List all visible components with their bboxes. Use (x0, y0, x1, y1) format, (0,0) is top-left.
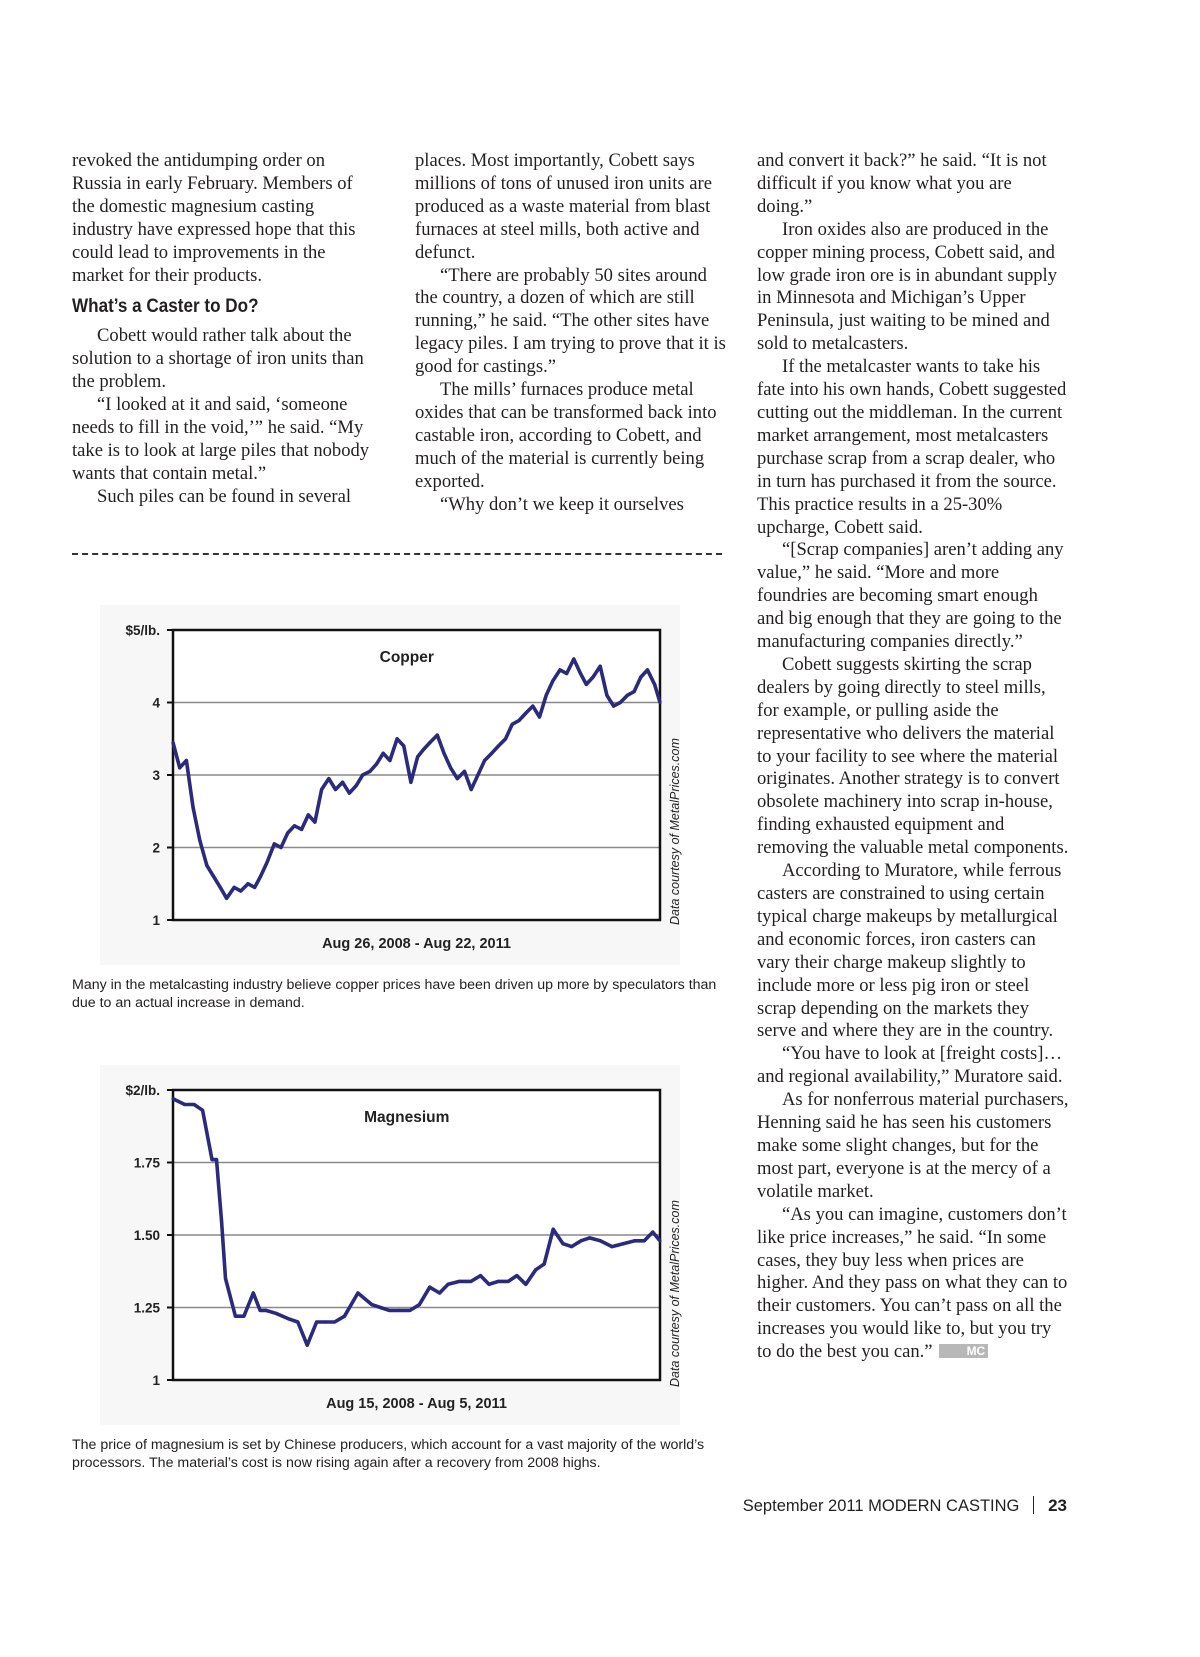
data-point (379, 1306, 382, 1309)
paragraph-final (757, 1204, 1069, 1364)
data-point (356, 1291, 359, 1294)
issue-date: September 2011 (742, 1497, 864, 1515)
end-mark-logo: MC (939, 1344, 989, 1358)
data-point (429, 741, 432, 744)
y-tick-label: 4 (152, 695, 160, 711)
data-point (490, 752, 493, 755)
data-point (171, 1097, 174, 1100)
data-point (224, 1277, 227, 1280)
data-point (588, 1236, 591, 1239)
data-point (517, 719, 520, 722)
data-point (375, 763, 378, 766)
data-point (507, 1280, 510, 1283)
data-point (599, 665, 602, 668)
paragraph: Cobett would rather talk about the solution to a shortage of iron units than the problem. (72, 325, 364, 393)
data-point (239, 889, 242, 892)
data-point (171, 741, 174, 744)
data-point (368, 770, 371, 773)
data-point (579, 672, 582, 675)
data-point (307, 813, 310, 816)
data-point (633, 1239, 636, 1242)
data-point (456, 777, 459, 780)
data-point (296, 1320, 299, 1323)
data-point (470, 788, 473, 791)
data-point (511, 723, 514, 726)
data-point (416, 755, 419, 758)
data-point (579, 1239, 582, 1242)
data-point (524, 1283, 527, 1286)
y-tick-label: 1.75 (133, 1155, 160, 1171)
data-point (225, 897, 228, 900)
paragraph: As for nonferrous material purchasers, Henning said he has seen his customers make some slight changes, but for the most part, everyone is at the mercy of a volatile market. (757, 1089, 1069, 1202)
paragraph: “You have to look at [freight costs]…and regional availability,” Muratore said. (757, 1043, 1063, 1088)
data-point (545, 694, 548, 697)
data-point (543, 1262, 546, 1265)
data-point (205, 864, 208, 867)
data-point (315, 1320, 318, 1323)
data-point (646, 668, 649, 671)
paragraph: According to Muratore, while ferrous casters are constrained to using certain typical charge makeups by metallurgical and economic forces, iron casters can vary their charge makeup slightly to include more or less pig iron or steel scrap depending on the markets they serve and where they are in the country. (757, 860, 1062, 1042)
data-point (327, 777, 330, 780)
data-point (643, 1239, 646, 1242)
data-point (395, 737, 398, 740)
data-point (599, 1239, 602, 1242)
data-point (313, 821, 316, 824)
data-point (653, 683, 656, 686)
data-point (354, 784, 357, 787)
data-point (639, 676, 642, 679)
data-point (524, 712, 527, 715)
data-point (469, 1280, 472, 1283)
paragraph: “I looked at it and said, ‘someone needs to fill in the void,’” he said. “My take is to look at large piles that nobody wants that contain metal.” (72, 394, 370, 484)
magnesium-chart-svg (100, 1065, 680, 1425)
y-tick-label: 3 (152, 768, 160, 783)
y-tick-label: 1.25 (133, 1300, 160, 1316)
data-point (210, 1158, 213, 1161)
data-point (408, 1309, 411, 1312)
paragraph: If the metalcaster wants to take his fate into his own hands, Cobett suggested cutting out the middleman. In the current market arrangement, most metalcasters purchase scrap from a scrap dealer, who in turn has purchased it from the source. This practice results in a 25-30% upcharge, Cobett said. (757, 356, 1067, 538)
data-point (185, 759, 188, 762)
data-point (334, 788, 337, 791)
footer-separator (1033, 1496, 1035, 1514)
magazine-name: MODERN CASTING (868, 1497, 1020, 1515)
y-tick-label: $5/lb. (125, 623, 160, 638)
data-point (300, 828, 303, 831)
copper-price-chart (100, 605, 680, 965)
y-tick-label: $2/lb. (125, 1083, 160, 1098)
data-point (483, 759, 486, 762)
data-point (622, 1242, 625, 1245)
data-point (570, 1245, 573, 1248)
data-point (572, 657, 575, 660)
data-point (497, 744, 500, 747)
data-point (388, 1309, 391, 1312)
data-point (293, 824, 296, 827)
copper-chart-svg (100, 605, 680, 965)
data-point (585, 683, 588, 686)
data-point (212, 875, 215, 878)
data-point (561, 1242, 564, 1245)
data-point (438, 1291, 441, 1294)
data-point (333, 1320, 336, 1323)
data-point (610, 1245, 613, 1248)
data-point (259, 875, 262, 878)
data-point (436, 734, 439, 737)
data-point (463, 770, 466, 773)
data-point (651, 1231, 654, 1234)
data-point (531, 705, 534, 708)
data-point (286, 831, 289, 834)
data-point (428, 1286, 431, 1289)
data-point (258, 1309, 261, 1312)
data-point (273, 842, 276, 845)
data-point (487, 1283, 490, 1286)
paragraph: Iron oxides also are produced in the copper mining process, Cobett said, and low grade iron ore is in abundant supply in Minnesota and Michigan’s Upper Peninsula, just waiting to be mined and sold to metalcasters. (757, 218, 1058, 355)
paragraph: places. Most importantly, Cobett says millions of tons of unused iron units are produced as a waste material from blast furnaces at steel mills, both active and defunct. (415, 150, 712, 263)
y-tick-label: 2 (152, 840, 160, 856)
chart-title: Copper (379, 649, 434, 666)
data-point (361, 773, 364, 776)
data-point (343, 1315, 346, 1318)
data-point (558, 668, 561, 671)
data-point (219, 886, 222, 889)
data-point (398, 1309, 401, 1312)
data-point (279, 846, 282, 849)
paragraph: Such piles can be found in several (97, 485, 352, 507)
data-point (633, 690, 636, 693)
data-point (552, 1228, 555, 1231)
data-point (605, 694, 608, 697)
data-point (388, 759, 391, 762)
article-column-3 (757, 150, 1069, 1364)
data-point (449, 766, 452, 769)
data-point (538, 715, 541, 718)
data-point (215, 1158, 218, 1161)
data-point (233, 886, 236, 889)
data-point (242, 1315, 245, 1318)
data-point (220, 1219, 223, 1222)
paragraph: revoked the antidumping order on Russia in early February. Members of the domestic magnesium casting industry have expressed hope that this could lead to improvements in the market for their products. (72, 150, 356, 286)
section-divider (72, 553, 722, 555)
data-point (288, 1318, 291, 1321)
page-number: 23 (1048, 1496, 1067, 1515)
paragraph: “[Scrap companies] aren’t adding any value,” he said. “More and more foundries are becoming smart enough and big enough that they are going to the manufacturing companies directly.” (757, 539, 1064, 653)
data-point (658, 1239, 661, 1242)
data-point (458, 1280, 461, 1283)
data-point (619, 701, 622, 704)
y-tick-label: 1 (152, 1373, 160, 1388)
data-point (192, 1103, 195, 1106)
data-point (565, 672, 568, 675)
x-axis-label: Aug 15, 2008 - Aug 5, 2011 (326, 1396, 507, 1412)
data-point (626, 694, 629, 697)
data-point (418, 1303, 421, 1306)
data-point (253, 886, 256, 889)
data-point (324, 1320, 327, 1323)
data-point (479, 1274, 482, 1277)
data-point (402, 744, 405, 747)
data-point (201, 1109, 204, 1112)
data-point (183, 1103, 186, 1106)
section-heading: What’s a Caster to Do? (72, 296, 259, 318)
data-point (306, 1344, 309, 1347)
copper-chart-caption: Many in the metalcasting industry believe copper prices have been driven up more by speculators than due to an actual increase in demand. (72, 977, 717, 1011)
data-point (442, 752, 445, 755)
y-tick-label: 1.50 (133, 1228, 160, 1243)
data-point (178, 766, 181, 769)
paragraph: and convert it back?” he said. “It is not difficult if you know what you are doing.” (757, 150, 1047, 217)
data-point (422, 748, 425, 751)
data-point (515, 1274, 518, 1277)
data-point (252, 1291, 255, 1294)
data-point (534, 1268, 537, 1271)
data-point (382, 752, 385, 755)
x-axis-label: Aug 26, 2008 - Aug 22, 2011 (322, 936, 511, 952)
data-point (551, 679, 554, 682)
article-column-2 (415, 150, 727, 517)
data-point (497, 1280, 500, 1283)
magnesium-price-chart (100, 1065, 680, 1425)
data-point (348, 792, 351, 795)
article-column-1 (72, 150, 378, 509)
data-point (409, 781, 412, 784)
data-point (198, 839, 201, 842)
page-footer (743, 1496, 1067, 1516)
data-point (246, 882, 249, 885)
data-point (341, 781, 344, 784)
paragraph-text: “As you can imagine, customers don’t like price increases,” he said. “In some cases, they buy less when prices are higher. And they pass on what they can to their customers. You can’t pass on all the increases you would like to, but you try to do the best you can.” (757, 1203, 1068, 1363)
data-point (264, 1309, 267, 1312)
data-point (370, 1303, 373, 1306)
data-point (476, 773, 479, 776)
data-point (504, 737, 507, 740)
data-point (191, 806, 194, 809)
magnesium-chart-caption: The price of magnesium is set by Chinese producers, which account for a vast majority of the world’s processors. The material’s cost is now rising again after a recovery from 2008 highs. (72, 1437, 705, 1471)
y-tick-label: 1 (152, 913, 160, 928)
data-point (591, 676, 594, 679)
data-point (612, 705, 615, 708)
paragraph: “There are probably 50 sites around the country, a dozen of which are still running,” he said. “The other sites have legacy piles. I am trying to prove that it is good for castings.” (415, 264, 726, 378)
data-point (266, 860, 269, 863)
paragraph: “Why don’t we keep it ourselves (440, 493, 684, 515)
paragraph: The mills’ furnaces produce metal oxides that can be transformed back into castable iron, according to Cobett, and much of the material is currently being exported. (415, 379, 717, 492)
data-point (274, 1312, 277, 1315)
data-point (447, 1283, 450, 1286)
data-point (234, 1315, 237, 1318)
chart-title: Magnesium (364, 1109, 450, 1126)
paragraph: Cobett suggests skirting the scrap dealers by going directly to steel mills, for example, or pulling aside the representative who delivers the material to your facility to see where the material originates. Another strategy is to convert obsolete machinery into scrap in-house, finding exhausted equipment and removing the valuable metal components. (757, 653, 1069, 859)
data-point (320, 788, 323, 791)
data-point (658, 701, 661, 704)
